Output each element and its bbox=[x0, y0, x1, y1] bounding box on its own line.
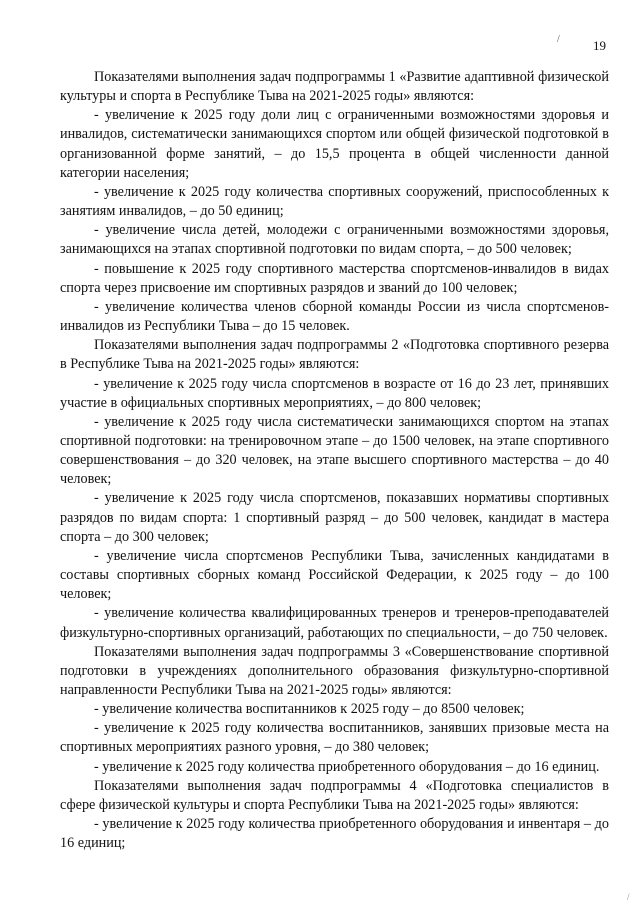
document-body bbox=[60, 68, 609, 853]
paragraph: Показателями выполнения задач подпрограммы 4 «Подготовка специалистов в сфере физической культуры и спорта Республики Тыва на 2021-2025 годы» являются: bbox=[60, 777, 609, 813]
page-number: 19 bbox=[593, 38, 606, 53]
paragraph: - повышение к 2025 году спортивного мастерства спортсменов-инвалидов в видах спорта через присвоение им спортивных разрядов и званий до 100 человек; bbox=[60, 260, 609, 296]
paragraph: - увеличение количества квалифицированных тренеров и тренеров-преподавателей физкультурно-спортивных организаций, работающих по специальности, – до 750 человек. bbox=[60, 605, 609, 641]
paragraph: - увеличение количества воспитанников к 2025 году – до 8500 человек; bbox=[94, 701, 525, 718]
paragraph: - увеличение к 2025 году количества воспитанников, занявших призовые места на спортивных мероприятиях разного уровня, – до 380 человек; bbox=[60, 720, 609, 756]
paragraph: Показателями выполнения задач подпрограммы 3 «Совершенствование спортивной подготовки в учреждениях дополнительного образования физкультурно-спортивной направленности Республики Тыва на 2021-2025 годы» являются: bbox=[60, 643, 609, 698]
scan-edge-mark: / bbox=[627, 892, 630, 902]
paragraph: - увеличение к 2025 году числа спортсменов в возрасте от 16 до 23 лет, принявших участие в официальных спортивных мероприятиях, – до 800 человек; bbox=[60, 375, 609, 411]
scan-mark: / bbox=[557, 34, 560, 45]
paragraph: Показателями выполнения задач подпрограммы 1 «Развитие адаптивной физической культуры и спорта в Республике Тыва на 2021-2025 годы» являются: bbox=[60, 69, 609, 105]
paragraph: - увеличение числа детей, молодежи с ограниченными возможностями здоровья, занимающихся на этапах спортивной подготовки по видам спорта, – до 500 человек; bbox=[60, 222, 609, 258]
paragraph: - увеличение к 2025 году количества спортивных сооружений, приспособленных к занятиям инвалидов, – до 50 единиц; bbox=[60, 183, 609, 220]
paragraph: - увеличение к 2025 году количества приобретенного оборудования – до 16 единиц. bbox=[94, 758, 600, 775]
paragraph: - увеличение количества членов сборной команды России из числа спортсменов-инвалидов из Республики Тыва – до 15 человек. bbox=[60, 298, 609, 335]
paragraph: - увеличение к 2025 году доли лиц с ограниченными возможностями здоровья и инвалидов, систематически занимающихся спортом или общей физической подготовкой в организованной форме занятий, – до 15,5 процента в общей численности данной категории населения; bbox=[60, 107, 609, 181]
paragraph: - увеличение к 2025 году количества приобретенного оборудования и инвентаря – до 16 единиц; bbox=[60, 816, 609, 852]
paragraph: Показателями выполнения задач подпрограммы 2 «Подготовка спортивного резерва в Республике Тыва на 2021-2025 годы» являются: bbox=[60, 337, 609, 373]
paragraph: - увеличение числа спортсменов Республики Тыва, зачисленных кандидатами в составы спортивных сборных команд Российской Федерации, к 2025 году – до 100 человек; bbox=[60, 547, 609, 603]
paragraph: - увеличение к 2025 году числа спортсменов, показавших нормативы спортивных разрядов по видам спорта: 1 спортивный разряд – до 500 человек, кандидат в мастера спорта – до 300 человек; bbox=[60, 490, 609, 545]
paragraph: - увеличение к 2025 году числа систематически занимающихся спортом на этапах спортивной подготовки: на тренировочном этапе – до 1500 человек, на этапе спортивного совершенствования – до 320 человек, на этапе высшего спортивного мастерства – до 40 человек; bbox=[60, 413, 609, 488]
